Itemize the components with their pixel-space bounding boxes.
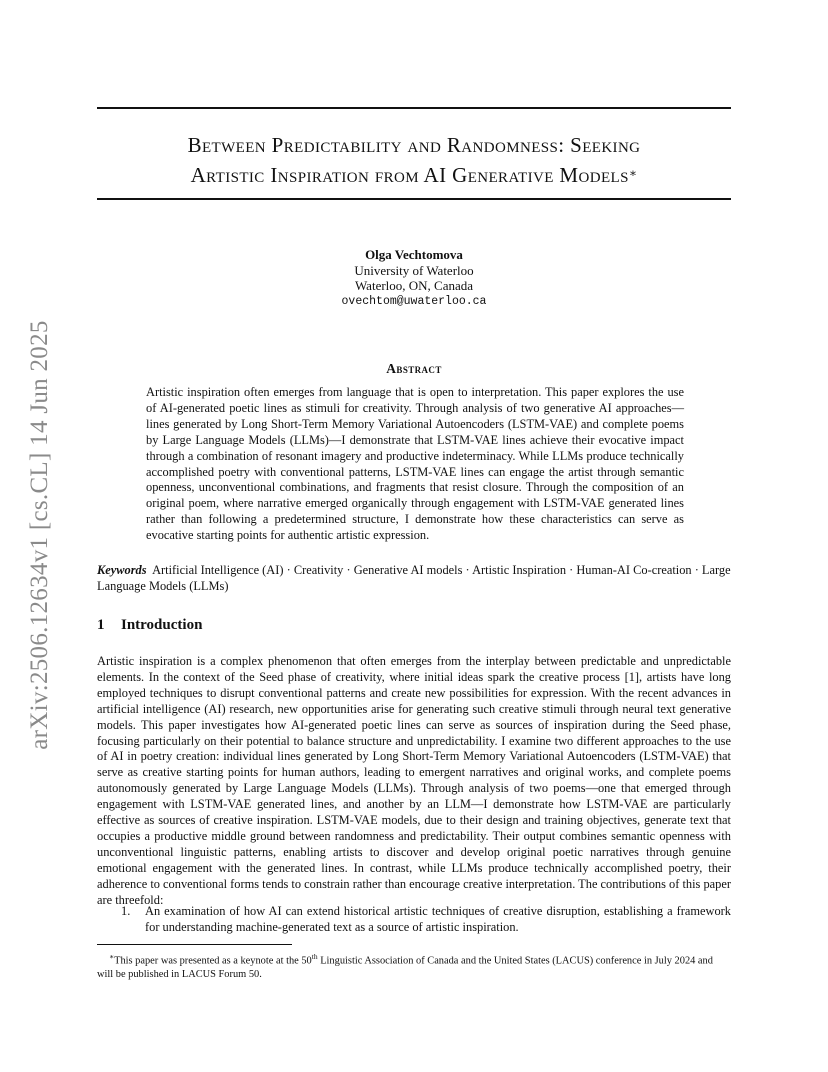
- title-footnote-mark: ∗: [628, 166, 638, 180]
- footnote-text-end: Linguistic Association of Canada and the United States (LACUS) conference in July 2024 and will be published in LACUS Forum 50.: [97, 955, 713, 980]
- author-location: Waterloo, ON, Canada: [354, 278, 474, 294]
- title-line-2: Artistic Inspiration from AI Generative Models: [190, 163, 629, 187]
- list-item-marker: 1.: [121, 904, 131, 918]
- arxiv-identifier-stamp: arXiv:2506.12634v1 [cs.CL] 14 Jun 2025: [26, 320, 53, 750]
- footnote-mark: ∗: [109, 952, 115, 961]
- author-block: [97, 247, 731, 309]
- keywords-section: [97, 563, 731, 595]
- footnote-rule: [97, 944, 292, 945]
- paper-title: [97, 130, 731, 190]
- keywords-label: Keywords: [97, 563, 147, 577]
- title-line-1: Between Predictability and Randomness: Seeking: [187, 133, 641, 157]
- author-email[interactable]: ovechtom@uwaterloo.ca: [341, 294, 487, 308]
- footnote: [97, 950, 731, 981]
- section-number: 1: [97, 617, 105, 633]
- introduction-paragraph: Artistic inspiration is a complex phenomenon that often emerges from the interplay between predictable and unpredictable elements. In the context of the Seed phase of creativity, where initial ideas spark the creative process [1], artists have long employed techniques to disrupt conventional patterns and create new possibilities for expression. With the recent advances in artificial intelligence (AI) research, new opportunities arise for generating such creative stimuli through neural text generative models. This paper investigates how AI-generated poetic lines can serve as sources of inspiration during the Seed phase, focusing particularly on their potential to balance structure and unpredictability. I examine two different approaches to the use of AI in poetry creation: individual lines generated by Long Short-Term Memory Variational Autoencoders (LSTM-VAE) that serve as creative starting points for human authors, leading to emergent narratives and original works, and complete poems autonomously generated by Large Language Models (LLMs). Through analysis of two poems—one that emerged through engagement with LSTM-VAE generated lines, and another by an LLM—I demonstrate how LSTM-VAE are particularly effective as sources of creative inspiration. LSTM-VAE models, due to their design and training objectives, generate text that occupies a productive middle ground between randomness and predictability. Their output combines semantic openness with unconventional linguistic patterns, enabling artists to discover and develop original poetic narratives through genuine emotional engagement with the generated lines. In contrast, while LLMs produce technically accomplished poetry, their adherence to conventional forms tends to constrain rather than encourage creative interpretation. The contributions of this paper are threefold:: [97, 654, 731, 907]
- list-item-text: An examination of how AI can extend historical artistic techniques of creative disruption, establishing a framework for understanding machine-generated text as a source of artistic inspiration.: [145, 904, 731, 934]
- abstract-heading: Abstract: [386, 361, 442, 376]
- keywords-list: Artificial Intelligence (AI) · Creativity · Generative AI models · Artistic Inspiration · Human-AI Co-creation · Large Language Models (LLMs): [97, 563, 731, 593]
- section-title: Introduction: [121, 617, 203, 633]
- section-heading-introduction: [97, 617, 202, 634]
- footnote-text-start: This paper was presented as a keynote at the 50: [114, 955, 312, 967]
- author-affiliation: University of Waterloo: [354, 262, 474, 278]
- author-name: Olga Vechtomova: [365, 247, 463, 262]
- contributions-list-item: [121, 904, 731, 936]
- abstract-text: Artistic inspiration often emerges from language that is open to interpretation. This paper explores the use of AI-generated poetic lines as stimuli for creativity. Through analysis of two generative AI approaches—lines generated by Long Short-Term Memory Variational Autoencoders (LSTM-VAE) and complete poems by Large Language Models (LLMs)—I demonstrate that LSTM-VAE lines achieve their evocative impact through a combination of resonant imagery and productive indeterminacy. While LLMs produce technically accomplished poetry with conventional patterns, LSTM-VAE lines can engage the artist through semantic openness, unconventional combinations, and fragments that resist closure. Through the composition of an original poem, where narrative emerged organically through engagement with LSTM-VAE generated lines rather than following a predetermined structure, I demonstrate how these characteristics can serve as evocative starting points for authentic artistic expression.: [146, 385, 684, 543]
- footnote-superscript: th: [311, 952, 318, 961]
- title-bottom-rule: [97, 198, 731, 200]
- title-top-rule: [97, 107, 731, 109]
